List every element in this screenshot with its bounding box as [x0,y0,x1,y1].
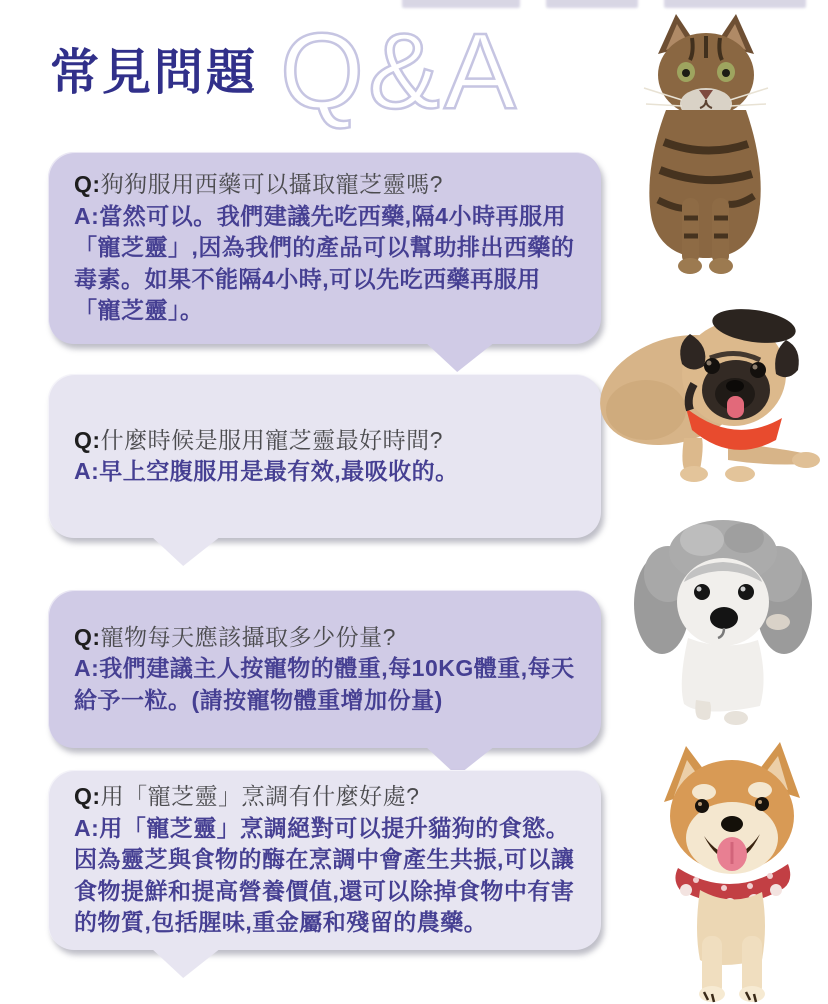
question-text: 用「寵芝靈」烹調有什麼好處? [100,783,420,810]
question-prefix: Q: [74,426,101,453]
cutoff-text-fragment [664,0,806,8]
answer-line [74,201,575,327]
answer-prefix: A: [74,202,100,229]
page-title: 常見問題 [50,46,259,100]
question-prefix: Q: [74,171,101,198]
answer-line [74,456,575,488]
poodle-photo [632,504,814,726]
question-line [74,781,575,813]
question-line [74,622,575,654]
question-text: 寵物每天應該攝取多少份量? [100,623,396,650]
faq-bubble-2 [48,374,601,538]
bubble-tail [151,948,221,978]
answer-text: 早上空腹服用是最有效,最吸收的。 [99,458,459,484]
bubble-tail [425,342,495,372]
pug-photo [598,292,826,488]
answer-prefix: A: [74,655,100,682]
question-prefix: Q: [74,623,101,650]
qa-watermark: Q&A [280,10,521,131]
question-text: 狗狗服用西藥可以攝取寵芝靈嗎? [100,171,443,198]
shiba-inu-photo [638,740,828,1004]
bengal-cat-photo [626,12,786,280]
question-line [74,425,575,457]
bubble-tail [151,536,221,566]
question-line [74,169,575,201]
answer-text: 我們建議主人按寵物的體重,每10KG體重,每天給予一粒。(請按寵物體重增加份量) [74,655,575,713]
answer-line [74,813,575,939]
answer-text: 當然可以。我們建議先吃西藥,隔4小時再服用「寵芝靈」,因為我們的產品可以幫助排出西藥的毒素。如果不能隔4小時,可以先吃西藥再服用 「寵芝靈」。 [74,202,575,324]
question-prefix: Q: [74,783,101,810]
faq-bubble-1 [48,152,601,344]
cutoff-text-fragment [546,0,638,8]
answer-prefix: A: [74,814,100,841]
question-text: 什麼時候是服用寵芝靈最好時間? [100,426,443,453]
cutoff-text-fragment [402,0,520,8]
answer-prefix: A: [74,458,100,484]
faq-bubble-3 [48,590,601,748]
answer-text: 用「寵芝靈」烹調絕對可以提升貓狗的食慾。因為靈芝與食物的酶在烹調中會產生共振,可以讓食物提鮮和提高營養價值,還可以除掉食物中有害的物質,包括腥味,重金屬和殘留的農藥。 [74,814,575,936]
answer-line [74,653,575,716]
faq-bubble-4 [48,770,601,950]
